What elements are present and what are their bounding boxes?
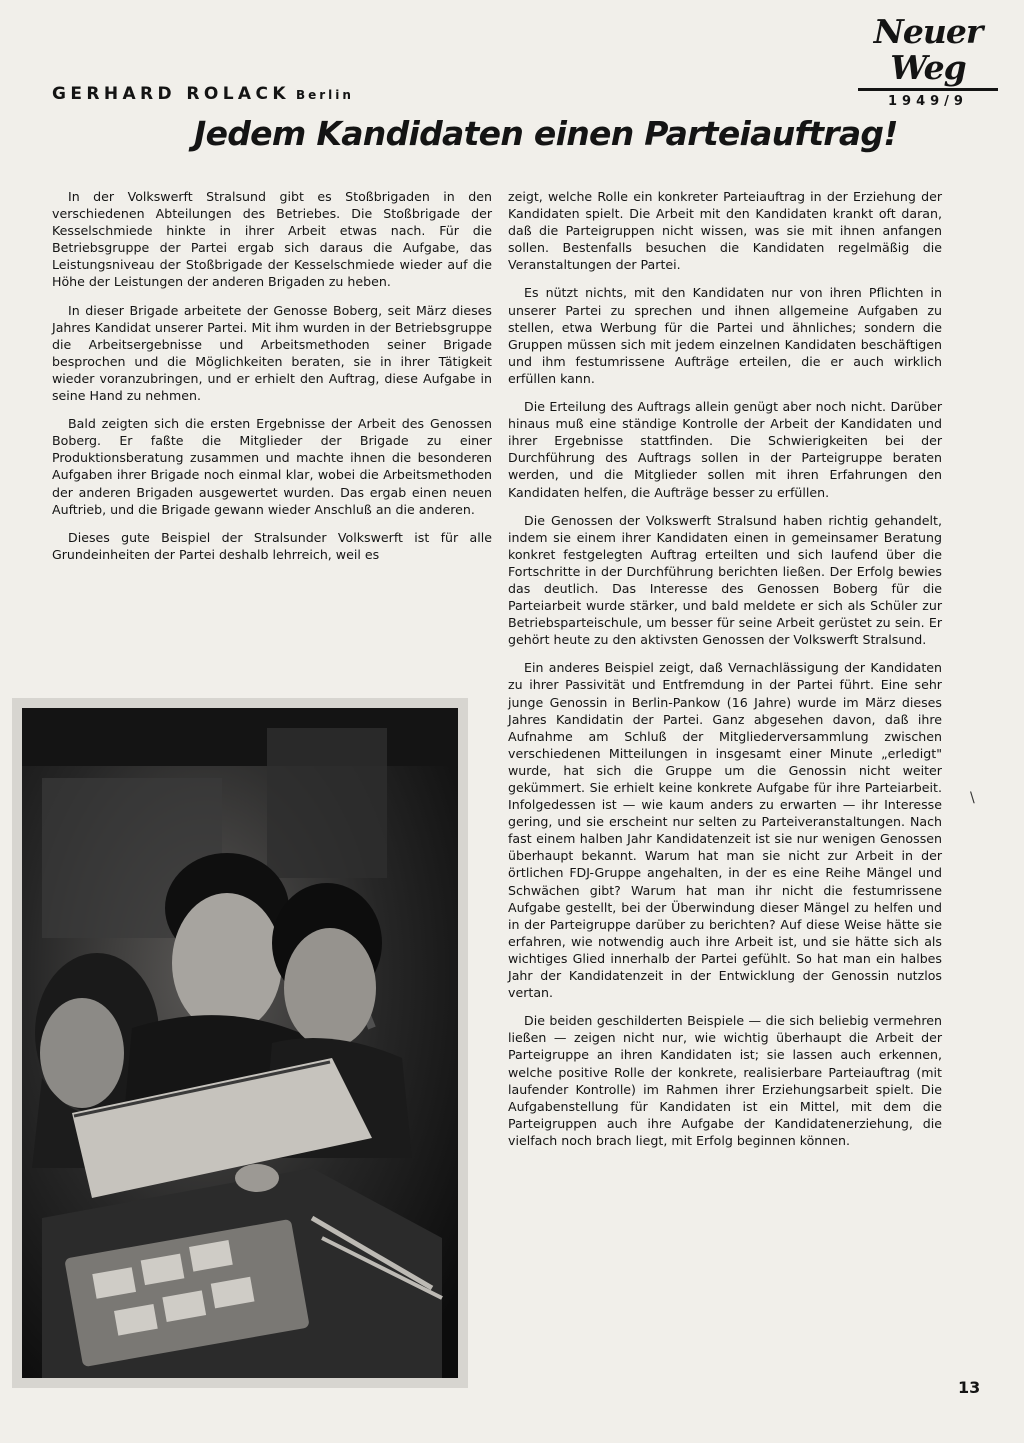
paragraph: In der Volkswerft Stralsund gibt es Stoßbrigaden in den verschiedenen Abteilungen des Betriebes. Die Stoßbrigade der Kesselschmiede hinkte in ihrer Arbeit etwas nach. Für die Betriebsgruppe der Partei ergab sich daraus die Aufgabe, das Leistungsniveau der Stoßbrigade der Kesselschmiede wieder auf die Höhe der Leistungen der anderen Brigaden zu heben. <box>52 189 492 290</box>
masthead <box>854 14 1002 109</box>
paragraph: Es nützt nichts, mit den Kandidaten nur von ihren Pflichten in unserer Partei zu sprechen und ihnen allgemeine Aufgaben zu stellen, etwa Werbung für die Partei und ähnliches; sondern die Gruppen müssen sich mit jedem einzelnen Kandidaten beschäftigen und ihm festumrissene Aufträge erteilen, die er auch wirklich erfüllen kann. <box>508 285 942 386</box>
masthead-rule <box>858 88 998 91</box>
paragraph: Ein anderes Beispiel zeigt, daß Vernachlässigung der Kandidaten zu ihrer Passivität und Entfremdung in der Partei führt. Eine sehr junge Genossin in Berlin-Pankow (16 Jahre) wurde im März dieses Jahres Kandidatin der Partei. Ganz abgesehen davon, daß ihre Aufnahme am Schluß der Mitgliederversammlung zwischen verschiedenen Mitteilungen in insgesamt einer Minute „erledigt" wurde, hat sich die Gruppe um die Genossin nicht weiter gekümmert. Sie erhielt keine konkrete Aufgabe für ihre Parteiarbeit. Infolgedessen ist — wie kaum anders zu erwarten — ihr Interesse gering, und sie erscheint nur selten zu Parteiveranstaltungen. Nach fast einem halben Jahr Kandidatenzeit ist sie nur wenigen Genossen überhaupt bekannt. Warum hat man sie nicht zur Arbeit in der örtlichen FDJ-Gruppe angehalten, in der es eine Reihe Mängel und Schwächen gibt? Warum hat man ihr nicht die festumrissene Aufgabe gestellt, bei der Überwindung dieser Mängel zu helfen und in der Parteigruppe darüber zu berichten? Auf diese Weise hätte sie erfahren, wie notwendig auch ihre Arbeit ist, und sie hätte sich als wichtiges Glied innerhalb der Partei gefühlt. So hat man ein halbes Jahr der Kandidatenzeit in der Entwicklung der Genossin nutzlos vertan. <box>508 660 942 1001</box>
margin-mark: \ <box>970 790 975 806</box>
photo-illustration <box>12 698 468 1388</box>
byline-city: Berlin <box>295 88 354 102</box>
article-headline: Jedem Kandidaten einen Parteiauftrag! <box>194 114 898 153</box>
paragraph: zeigt, welche Rolle ein konkreter Parteiauftrag in der Erziehung der Kandidaten spielt. Die Arbeit mit den Kandidaten krankt oft daran, daß die Parteigruppen nicht wissen, was sie mit ihnen anfangen sollen. Bestenfalls besuchen die Kandidaten regelmäßig die Veranstaltungen der Partei. <box>508 189 942 273</box>
masthead-issue: 1949/9 <box>888 94 968 109</box>
masthead-title: Neuer Weg <box>873 12 983 87</box>
paragraph: Bald zeigten sich die ersten Ergebnisse der Arbeit des Genossen Boberg. Er faßte die Mitglieder der Brigade zu einer Produktionsberatung zusammen und machte ihnen die besonderen Aufgaben ihrer Brigade noch einmal klar, wobei die Arbeitsmethoden der anderen Brigaden ausgewertet wurden. Das ergab einen neuen Auftrieb, und die Brigade gewann wieder Anschluß an die anderen. <box>52 416 492 517</box>
byline <box>52 84 354 104</box>
paragraph: Die Genossen der Volkswerft Stralsund haben richtig gehandelt, indem sie einem ihrer Kandidaten einen in gemeinsamer Beratung konkret festgelegten Auftrag erteilten und sich laufend über die Fortschritte in der Durchführung berichten ließen. Der Erfolg bewies das deutlich. Das Interesse des Genossen Boberg für die Parteiarbeit wurde stärker, und bald meldete er sich als Schüler zur Betriebsparteischule, um besser für seine Arbeit gerüstet zu sein. Er gehört heute zu den aktivsten Genossen der Volkswerft Stralsund. <box>508 512 942 648</box>
article-column-right <box>508 188 942 1160</box>
paragraph: In dieser Brigade arbeitete der Genosse Boberg, seit März dieses Jahres Kandidat unserer Partei. Mit ihm wurden in der Betriebsgruppe die Arbeitsergebnisse und Arbeitsmethoden seiner Brigade besprochen und die Möglichkeiten beraten, sie in ihrer Tätigkeit wieder voranzubringen, und er erhielt den Auftrag, diese Aufgabe in seine Hand zu nehmen. <box>52 302 492 404</box>
article-photo <box>12 698 468 1388</box>
page-number: 13 <box>958 1378 981 1397</box>
paragraph: Die beiden geschilderten Beispiele — die sich beliebig vermehren ließen — zeigen nicht nur, wie wichtig überhaupt die Arbeit der Parteigruppe an ihren Kandidaten ist; sie lassen auch erkennen, welche positive Rolle der konkrete, realisierbare Parteiauftrag (mit laufender Kontrolle) im Rahmen ihrer Erziehungsarbeit spielt. Die Aufgabenstellung für Kandidaten ist ein Mittel, mit dem die Parteigruppen auch ihre Aufgabe der Kandidatenerziehung, die vielfach noch brach liegt, mit Erfolg beginnen können. <box>508 1013 942 1148</box>
paragraph: Dieses gute Beispiel der Stralsunder Volkswerft ist für alle Grundeinheiten der Partei deshalb lehrreich, weil es <box>52 529 492 562</box>
paragraph: Die Erteilung des Auftrags allein genügt aber noch nicht. Darüber hinaus muß eine ständige Kontrolle der Arbeit der Kandidaten und ihrer Ergebnisse stattfinden. Die Schwierigkeiten bei der Durchführung des Auftrags sollen in der Parteigruppe beraten werden, und die Mitglieder sollen mit ihren Erfahrungen den Kandidaten helfen, die Aufträge besser zu erfüllen. <box>508 399 942 500</box>
byline-author: GERHARD ROLACK <box>52 84 290 104</box>
article-column-left <box>52 188 492 574</box>
